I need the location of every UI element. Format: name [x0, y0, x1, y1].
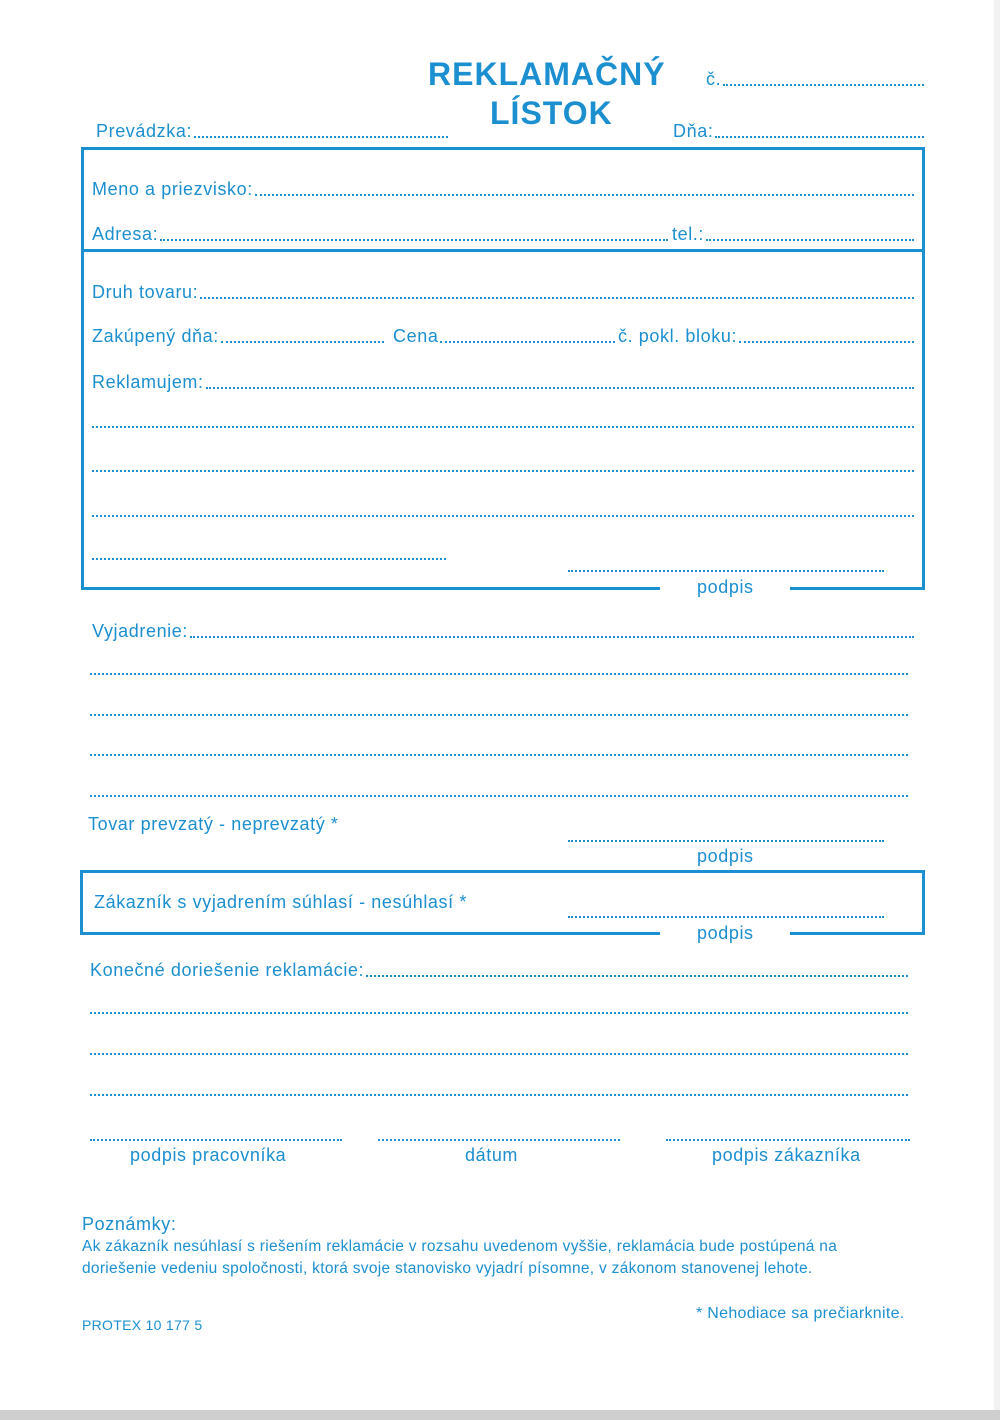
name-label: Meno a priezvisko: — [92, 179, 253, 199]
complaint-line[interactable] — [92, 515, 914, 517]
goods-type-field[interactable] — [92, 279, 914, 303]
footnote: * Nehodiace sa prečiarknite. — [696, 1305, 905, 1322]
date-line[interactable] — [378, 1139, 620, 1141]
shop-field[interactable] — [96, 118, 448, 142]
signature-caption: podpis — [697, 846, 754, 866]
name-field[interactable] — [92, 176, 914, 200]
complaint-field[interactable] — [92, 369, 914, 393]
customer-signature-caption: podpis zákazníka — [712, 1145, 861, 1165]
phone-label: tel.: — [672, 224, 705, 244]
goods-taken-text: Tovar prevzatý - neprevzatý * — [88, 814, 339, 834]
customer-signature-line[interactable] — [666, 1139, 910, 1141]
address-field[interactable] — [92, 221, 668, 245]
paper-edge — [0, 1410, 1000, 1420]
resolution-line[interactable] — [90, 1012, 908, 1014]
complaint-line[interactable] — [92, 426, 914, 428]
worker-signature-line[interactable] — [90, 1139, 342, 1141]
statement-line[interactable] — [90, 754, 908, 756]
resolution-line[interactable] — [90, 1053, 908, 1055]
goods-type-label: Druh tovaru: — [92, 282, 199, 302]
complaint-label: Reklamujem: — [92, 372, 204, 392]
signature-line[interactable] — [568, 840, 884, 842]
bought-date-field[interactable] — [92, 323, 384, 347]
resolution-line[interactable] — [90, 1094, 908, 1096]
date-label: Dňa: — [673, 121, 714, 141]
complaint-line[interactable] — [92, 470, 914, 472]
complaint-line[interactable] — [92, 558, 446, 560]
bought-date-label: Zakúpený dňa: — [92, 326, 219, 346]
statement-line[interactable] — [90, 795, 908, 797]
statement-field[interactable] — [92, 618, 914, 642]
signature-caption: podpis — [697, 923, 754, 943]
worker-signature-caption: podpis pracovníka — [130, 1145, 287, 1165]
form-title-line2: LÍSTOK — [490, 95, 613, 131]
signature-caption: podpis — [697, 577, 754, 597]
statement-line[interactable] — [90, 714, 908, 716]
signature-line[interactable] — [568, 570, 884, 572]
date-caption: dátum — [465, 1145, 519, 1165]
statement-label: Vyjadrenie: — [92, 621, 188, 641]
number-field[interactable] — [706, 66, 924, 90]
address-label: Adresa: — [92, 224, 159, 244]
date-field[interactable] — [673, 118, 924, 142]
resolution-field[interactable] — [90, 957, 908, 981]
shop-label: Prevádzka: — [96, 121, 193, 141]
signature-line[interactable] — [568, 916, 884, 918]
price-field[interactable] — [393, 323, 615, 347]
box-divider — [81, 249, 925, 252]
notes-line: doriešenie vedeniu spoločnosti, ktorá svoje stanovisko vyjadrí písomne, v zákonom stanovenej lehote. — [82, 1260, 813, 1277]
phone-field[interactable] — [672, 221, 914, 245]
notes-line: Ak zákazník nesúhlasí s riešením reklamácie v rozsahu uvedenom vyššie, reklamácia bude postúpená na — [82, 1238, 838, 1255]
price-label: Cena — [393, 326, 439, 346]
paper-edge — [994, 0, 1000, 1420]
number-label: č. — [706, 69, 722, 89]
notes-heading: Poznámky: — [82, 1214, 177, 1234]
receipt-field[interactable] — [618, 323, 914, 347]
resolution-label: Konečné doriešenie reklamácie: — [90, 960, 365, 980]
form-code: PROTEX 10 177 5 — [82, 1317, 203, 1333]
statement-line[interactable] — [90, 673, 908, 675]
form-title-line1: REKLAMAČNÝ — [428, 56, 666, 92]
receipt-label: č. pokl. bloku: — [618, 326, 738, 346]
customer-agrees-text: Zákazník s vyjadrením súhlasí - nesúhlasí * — [94, 892, 467, 912]
